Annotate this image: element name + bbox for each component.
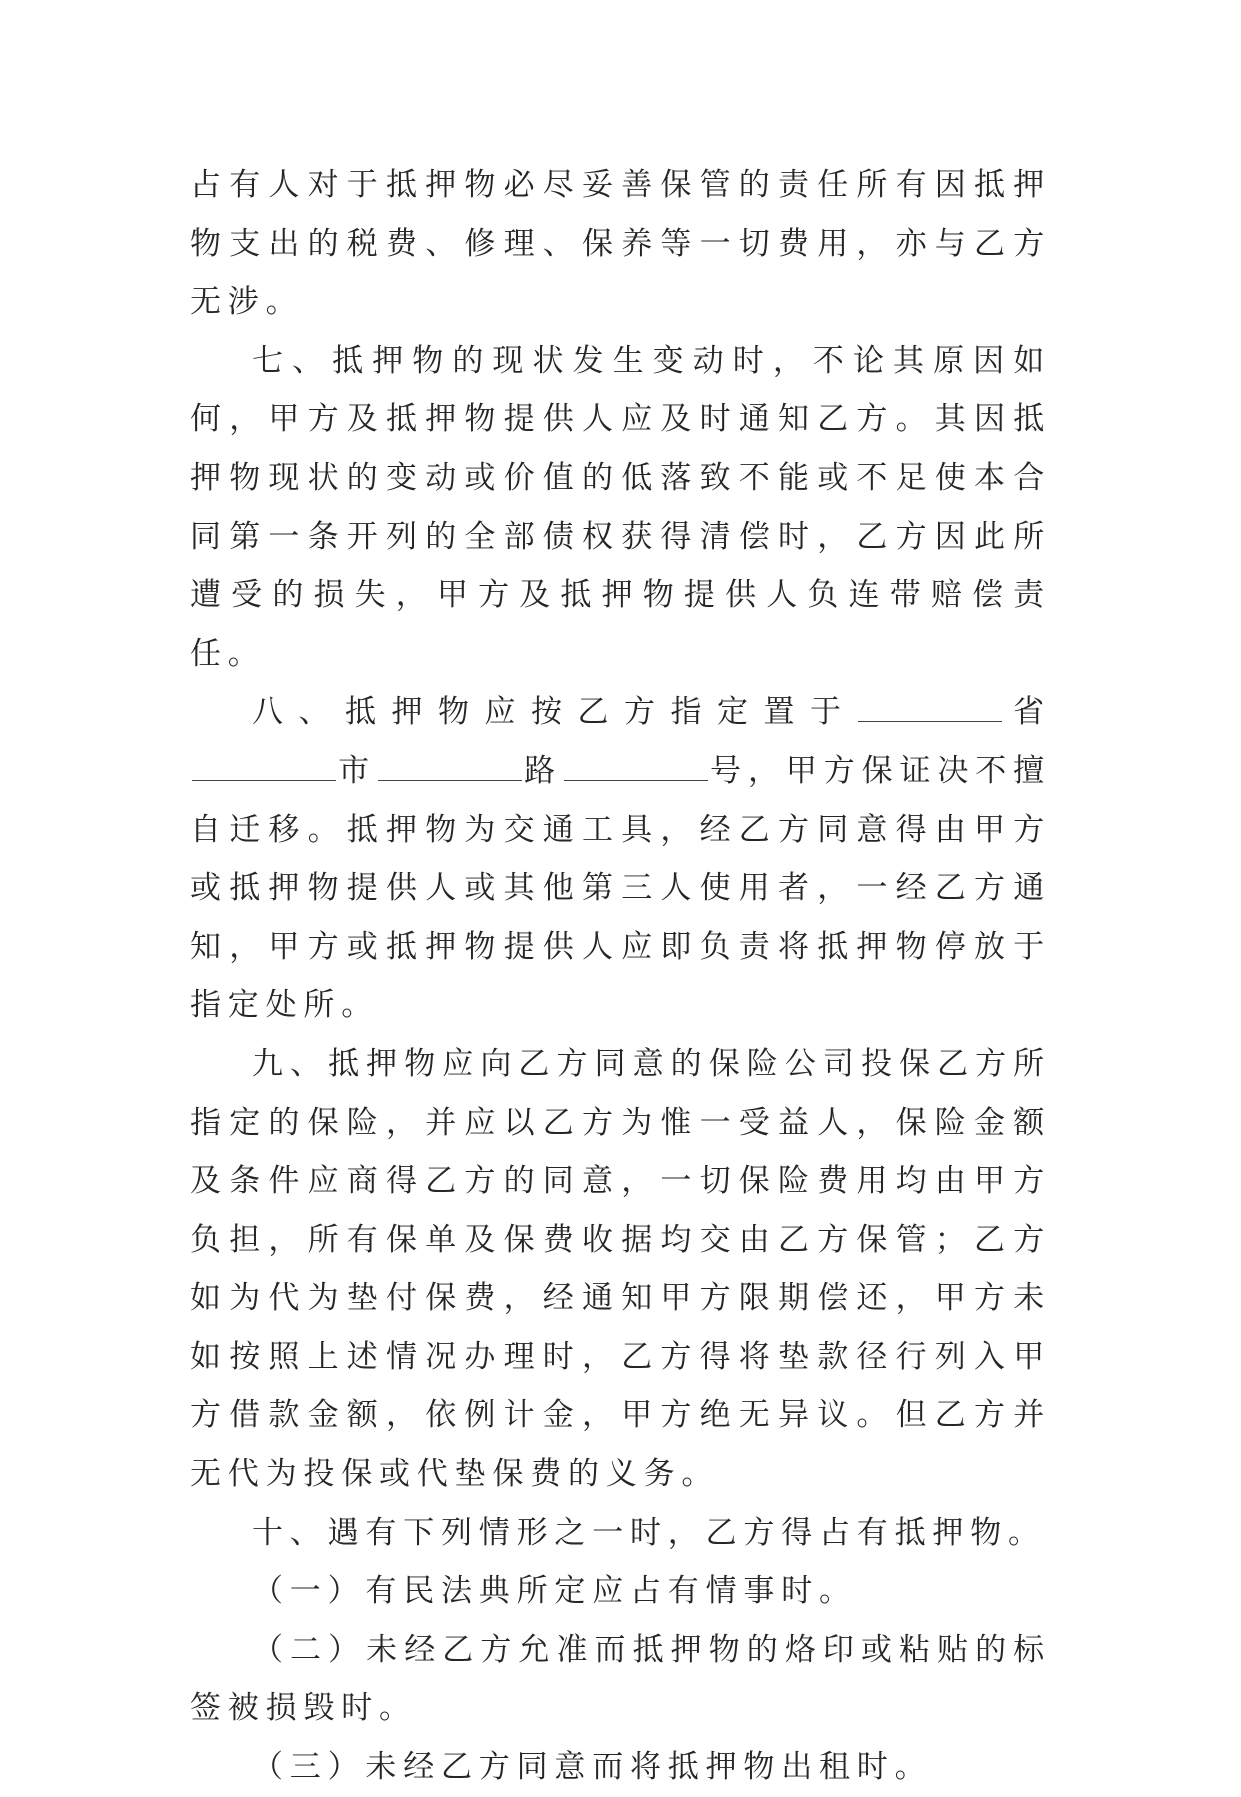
clause-7: 七、抵押物的现状发生变动时，不论其原因如何，甲方及抵押物提供人应及时通知乙方。其因抵押物现状的变动或价值的低落致不能或不足使本合同第一条开列的全部债权获得清偿时，乙方因此所遭受的损失，甲方及抵押物提供人负连带赔偿责任。 — [190, 342, 1051, 672]
city-blank — [192, 749, 336, 781]
clause-8-text-5: 号，甲方保证决不擅自迁移。抵押物为交通工具，经乙方同意得由甲方或抵押物提供人或其他第三人使用者，一经乙方通知，甲方或抵押物提供人应即负责将抵押物停放于指定处所。 — [190, 752, 1051, 1024]
clause-10: 十、遇有下列情形之一时，乙方得占有抵押物。 — [252, 1514, 1046, 1551]
paragraph-continuation: 占有人对于抵押物必尽妥善保管的责任所有因抵押物支出的税费、修理、保养等一切费用，亦与乙方无涉。 — [190, 167, 1051, 321]
number-blank — [564, 749, 708, 781]
document-page — [190, 156, 1051, 1797]
clause-8 — [190, 683, 1051, 1035]
clause-8-text-1: 八、抵押物应按乙方指定置于 — [252, 694, 857, 731]
clause-10-item-1: （一）有民法典所定应占有情事时。 — [252, 1573, 857, 1610]
clause-8-text-2: 省 — [1004, 694, 1051, 731]
province-blank — [858, 690, 1002, 722]
clause-9: 九、抵押物应向乙方同意的保险公司投保乙方所指定的保险，并应以乙方为惟一受益人，保险金额及条件应商得乙方的同意，一切保险费用均由甲方负担，所有保单及保费收据均交由乙方保管；乙方如为代为垫付保费，经通知甲方限期偿还，甲方未如按照上述情况办理时，乙方得将垫款径行列入甲方借款金额，依例计金，甲方绝无异议。但乙方并无代为投保或代垫保费的义务。 — [190, 1045, 1051, 1493]
clause-10-item-2: （二）未经乙方允准而抵押物的烙印或粘贴的标签被损毁时。 — [190, 1631, 1051, 1727]
clause-8-text-3: 市 — [338, 752, 376, 789]
clause-8-text-4: 路 — [523, 752, 562, 789]
road-blank — [378, 749, 522, 781]
clause-10-item-3: （三）未经乙方同意而将抵押物出租时。 — [252, 1749, 933, 1786]
